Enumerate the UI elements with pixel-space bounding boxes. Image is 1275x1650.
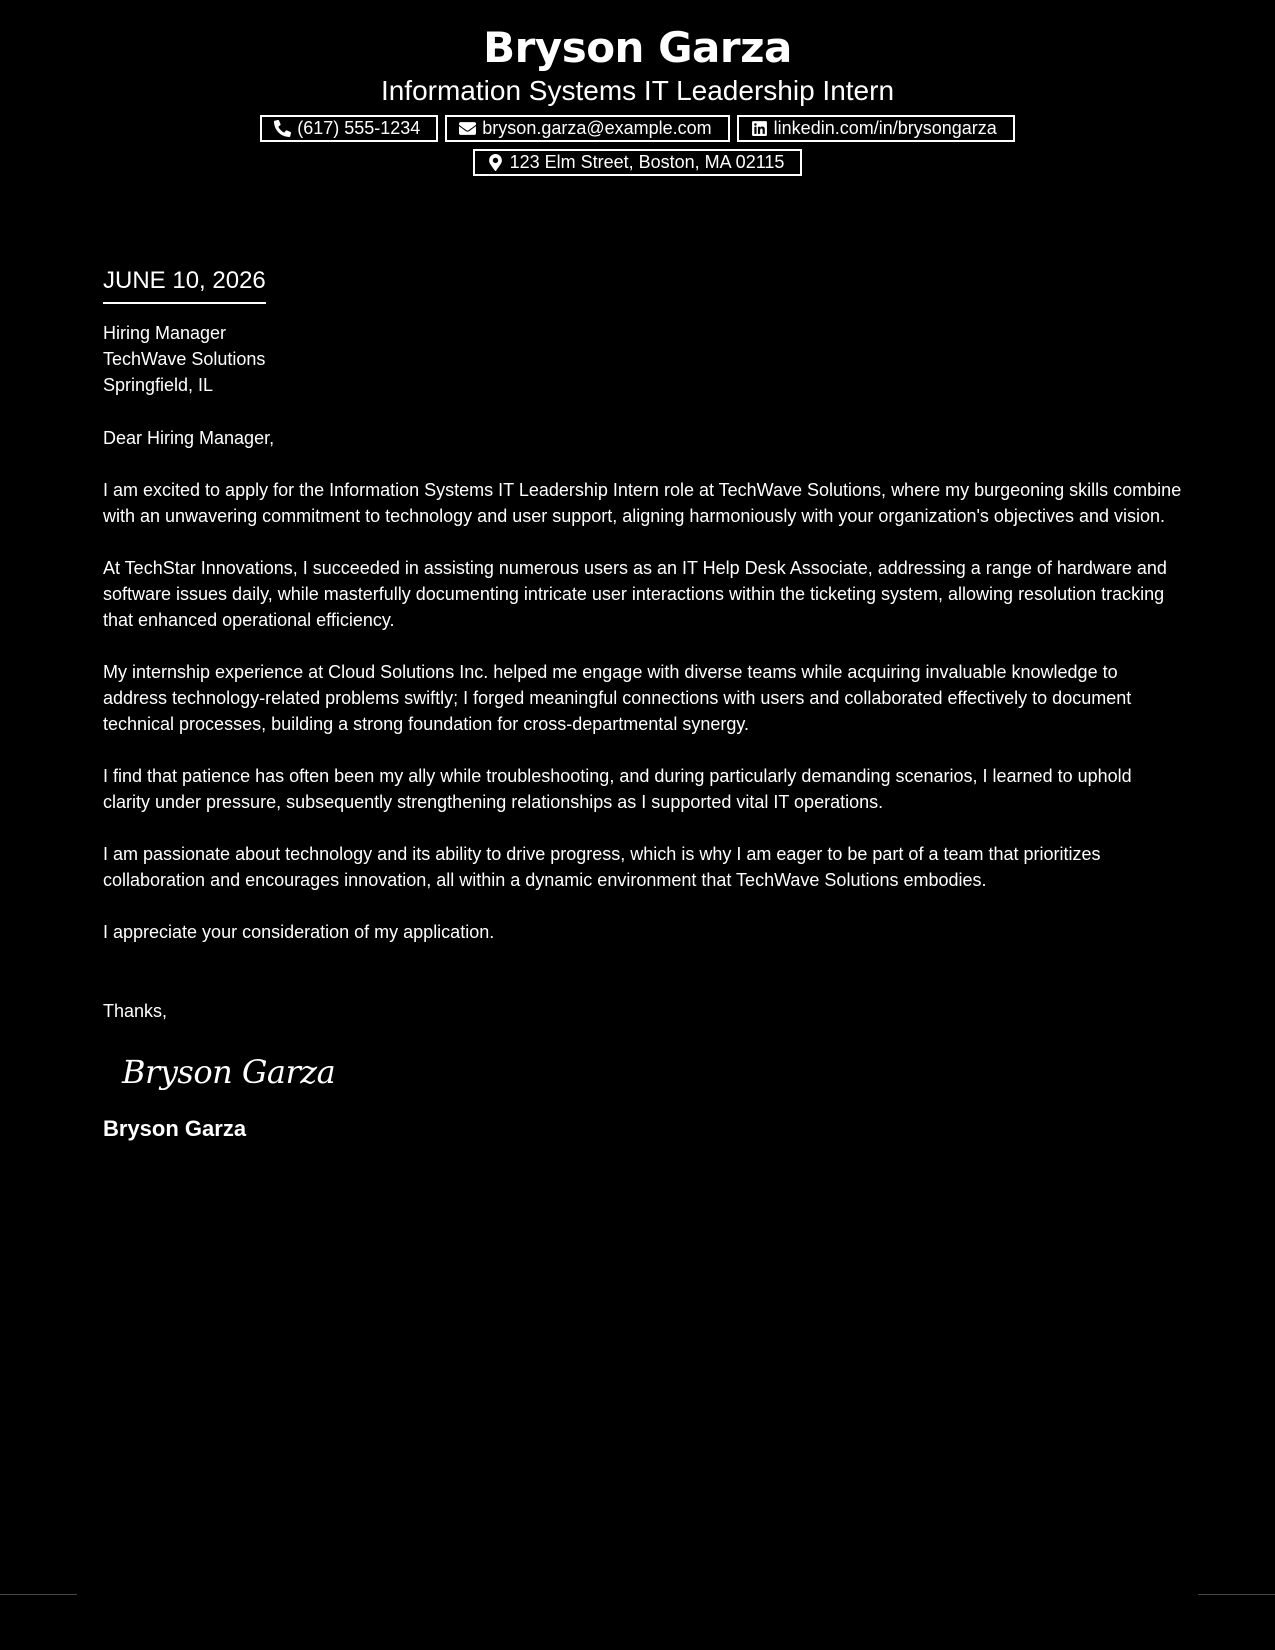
recipient-name: Hiring Manager: [103, 323, 227, 343]
phone-contact: [260, 115, 438, 142]
letter-body: [103, 264, 1183, 1144]
contact-row: [0, 115, 1275, 142]
handwritten-signature: Bryson Garza: [122, 1053, 336, 1091]
body-paragraph: My internship experience at Cloud Solutions Inc. helped me engage with diverse teams while acquiring invaluable knowledge to address technology-related problems swiftly; I forged meaningful connections with users and collaborated effectively to document technical processes, building a strong foundation for cross-departmental synergy.: [103, 662, 1132, 734]
body-paragraph: I am passionate about technology and its ability to drive progress, which is why I am eager to be part of a team that prioritizes collaboration and encourages innovation, all within a dynamic environment that TechWave Solutions embodies.: [103, 844, 1101, 890]
envelope-icon: [459, 120, 476, 137]
address-contact: [473, 149, 803, 176]
footer-divider-left: [0, 1594, 77, 1595]
closing: Thanks,: [103, 1001, 168, 1021]
recipient-location: Springfield, IL: [103, 375, 214, 395]
linkedin-icon: [751, 120, 768, 137]
body-paragraph: At TechStar Innovations, I succeeded in assisting numerous users as an IT Help Desk Associate, addressing a range of hardware and software issues daily, while masterfully documenting intricate user interactions within the ticketing system, allowing resolution tracking that enhanced operational efficiency.: [103, 558, 1167, 630]
address-text: 123 Elm Street, Boston, MA 02115: [509, 152, 785, 172]
recipient-block: [103, 320, 1183, 398]
recipient-company: TechWave Solutions: [103, 349, 266, 369]
phone-icon: [274, 120, 291, 137]
phone-text: (617) 555-1234: [297, 118, 421, 138]
letter-date: JUNE 10, 2026: [103, 264, 266, 304]
map-marker-icon: [487, 154, 504, 171]
linkedin-text: linkedin.com/in/brysongarza: [773, 118, 997, 138]
address-row: [0, 149, 1275, 176]
body-paragraph: I am excited to apply for the Information Systems IT Leadership Intern role at TechWave Solutions, where my burgeoning skills combine with an unwavering commitment to technology and user support, aligning harmoniously with your organization's objectives and vision.: [103, 480, 1182, 526]
email-text: bryson.garza@example.com: [482, 118, 712, 138]
letter-header: [0, 22, 1275, 176]
linkedin-contact[interactable]: [737, 115, 1015, 142]
salutation: Dear Hiring Manager,: [103, 428, 275, 448]
footer-divider-right: [1198, 1594, 1275, 1595]
applicant-name: Bryson Garza: [483, 23, 792, 72]
applicant-title: Information Systems IT Leadership Intern: [380, 75, 895, 106]
body-paragraph: I appreciate your consideration of my application.: [103, 922, 495, 942]
email-contact[interactable]: [445, 115, 729, 142]
body-paragraph: I find that patience has often been my ally while troubleshooting, and during particularly demanding scenarios, I learned to uphold clarity under pressure, subsequently strengthening relationships as I supported vital IT operations.: [103, 766, 1132, 812]
signer-name: Bryson Garza: [103, 1116, 247, 1141]
